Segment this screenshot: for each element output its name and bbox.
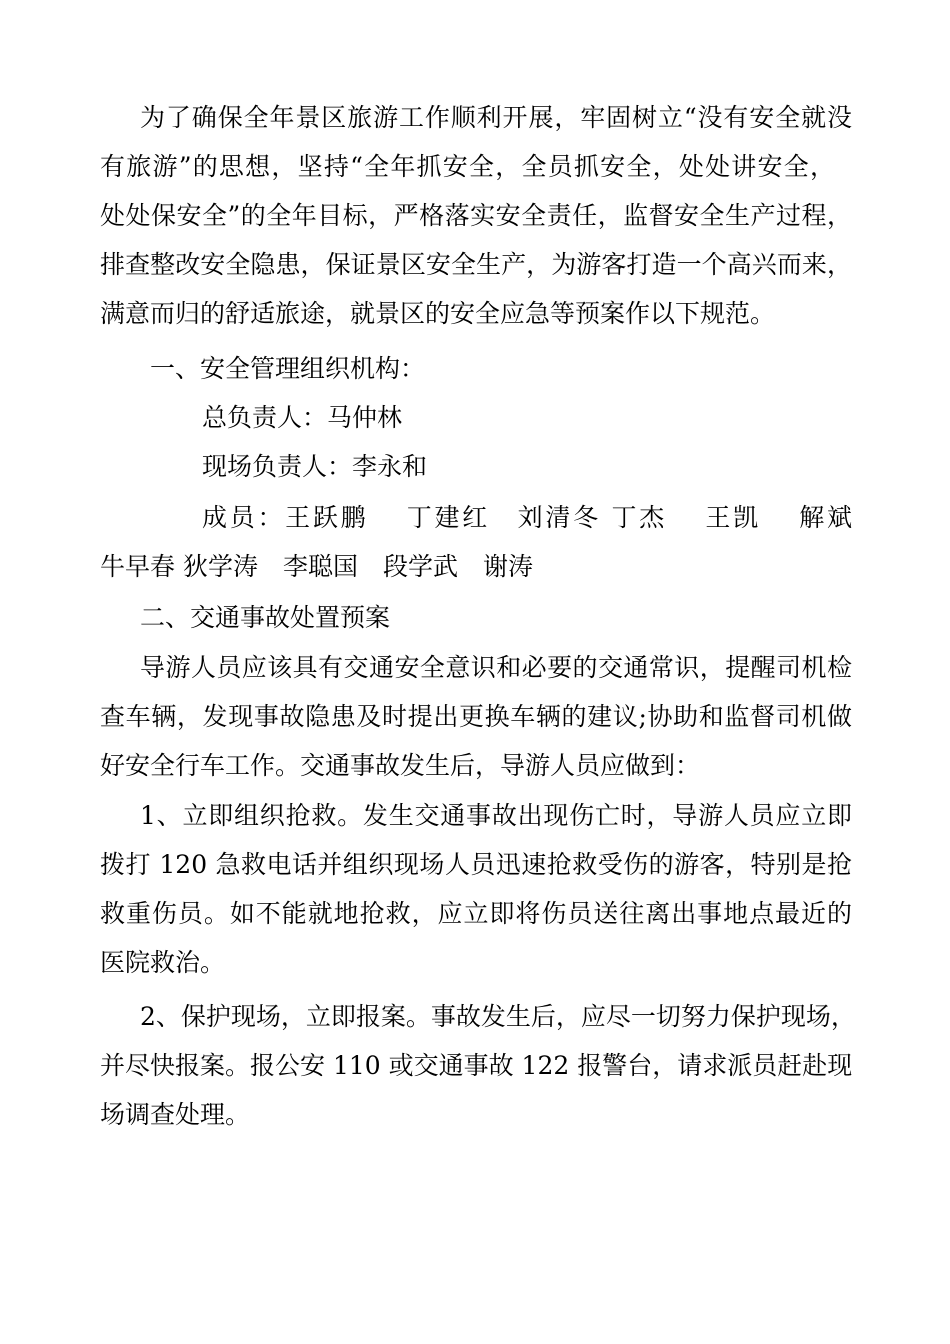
paragraph-line: 导游人员应该具有交通安全意识和必要的交通常识，提醒司机检 xyxy=(140,653,852,682)
intro-line: 处处保安全”的全年目标，严格落实安全责任，监督安全生产过程， xyxy=(100,201,852,230)
paragraph-line: 查车辆，发现事故隐患及时提出更换车辆的建议;协助和监督司机做 xyxy=(100,702,852,731)
item2-line: 2、保护现场，立即报案。事故发生后，应尽一切努力保护现场， xyxy=(140,1002,856,1031)
section2-heading: 二、交通事故处置预案 xyxy=(140,603,391,632)
intro-line: 有旅游”的思想，坚持“全年抓安全，全员抓安全，处处讲安全， xyxy=(100,152,835,181)
chief-responsible: 总负责人：马仲林 xyxy=(202,403,403,432)
members-line: 牛早春 狄学涛 李聪国 段学武 谢涛 xyxy=(100,552,533,581)
intro-line: 满意而归的舒适旅途，就景区的安全应急等预案作以下规范。 xyxy=(100,299,776,328)
intro-line: 为了确保全年景区旅游工作顺利开展，牢固树立“没有安全就没 xyxy=(140,103,852,132)
members-line: 成员：王跃鹏 丁建红 刘清冬 丁杰 王凯 解斌 xyxy=(202,503,852,532)
site-responsible: 现场负责人：李永和 xyxy=(202,452,428,481)
item1-line: 救重伤员。如不能就地抢救，应立即将伤员送往离出事地点最近的 xyxy=(100,899,852,928)
item1-line: 拨打 120 急救电话并组织现场人员迅速抢救受伤的游客，特别是抢 xyxy=(100,850,852,879)
intro-line: 排查整改安全隐患，保证景区安全生产，为游客打造一个高兴而来， xyxy=(100,250,852,279)
item2-line: 并尽快报案。报公安 110 或交通事故 122 报警台，请求派员赶赴现 xyxy=(100,1051,853,1080)
item1-line: 1、立即组织抢救。发生交通事故出现伤亡时，导游人员应立即 xyxy=(140,801,852,830)
item2-line: 场调查处理。 xyxy=(100,1100,251,1129)
paragraph-line: 好安全行车工作。交通事故发生后，导游人员应做到： xyxy=(100,751,701,780)
item1-line: 医院救治。 xyxy=(100,948,226,977)
section1-heading: 一、安全管理组织机构： xyxy=(150,354,426,383)
